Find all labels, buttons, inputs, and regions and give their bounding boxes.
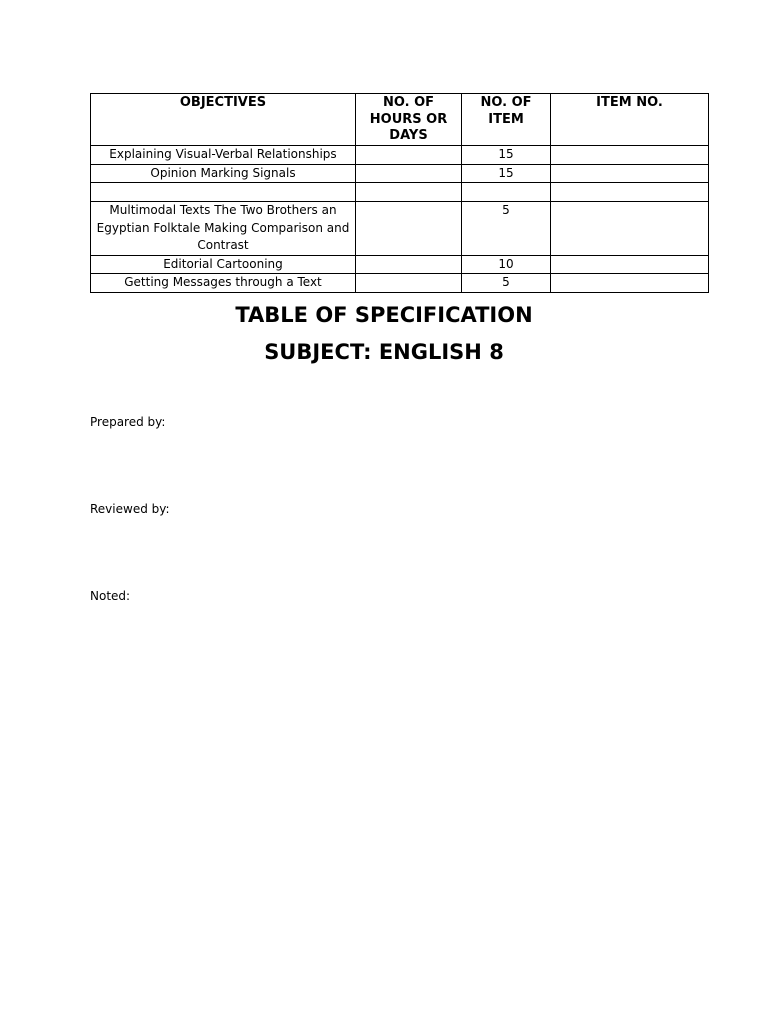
- hours-cell: [356, 146, 462, 165]
- header-hours: NO. OF HOURS OR DAYS: [356, 94, 462, 146]
- noted-label: Noted:: [90, 589, 131, 603]
- document-title: TABLE OF SPECIFICATION: [235, 303, 533, 327]
- header-no-of-item: NO. OF ITEM: [462, 94, 551, 146]
- prepared-by-label: Prepared by:: [90, 415, 166, 429]
- hours-cell: [356, 183, 462, 202]
- item-no-cell: [551, 164, 709, 183]
- hours-cell: [356, 255, 462, 274]
- item-no-cell: [551, 183, 709, 202]
- hours-cell: [356, 164, 462, 183]
- item-no-cell: [551, 146, 709, 165]
- items-cell: 5: [462, 274, 551, 293]
- header-item-no: ITEM NO.: [551, 94, 709, 146]
- header-objectives: OBJECTIVES: [91, 94, 356, 146]
- items-cell: 15: [462, 164, 551, 183]
- table-row: [91, 202, 709, 256]
- item-no-cell: [551, 202, 709, 256]
- objective-cell: Explaining Visual-Verbal Relationships: [91, 146, 356, 165]
- objective-cell: Opinion Marking Signals: [91, 164, 356, 183]
- objective-cell: Multimodal Texts The Two Brothers an Egyptian Folktale Making Comparison and Contrast: [91, 202, 356, 256]
- table-row: [91, 183, 709, 202]
- specification-table: [90, 93, 709, 293]
- reviewed-by-label: Reviewed by:: [90, 502, 170, 516]
- items-cell: 10: [462, 255, 551, 274]
- items-cell: 15: [462, 146, 551, 165]
- items-cell: 5: [462, 202, 551, 256]
- table-row: [91, 255, 709, 274]
- objective-cell: Getting Messages through a Text: [91, 274, 356, 293]
- hours-cell: [356, 202, 462, 256]
- table-row: [91, 146, 709, 165]
- item-no-cell: [551, 274, 709, 293]
- table-row: [91, 164, 709, 183]
- table-header-row: [91, 94, 709, 146]
- objective-cell: [91, 183, 356, 202]
- items-cell: [462, 183, 551, 202]
- table-row: [91, 274, 709, 293]
- hours-cell: [356, 274, 462, 293]
- objective-cell: Editorial Cartooning: [91, 255, 356, 274]
- item-no-cell: [551, 255, 709, 274]
- subject-heading: SUBJECT: ENGLISH 8: [264, 340, 504, 364]
